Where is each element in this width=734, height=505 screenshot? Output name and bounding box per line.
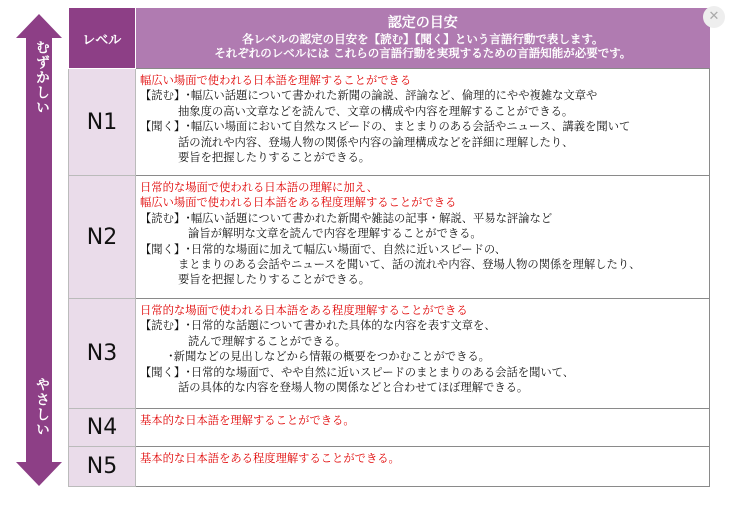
- description-line: 読んで理解することができる。: [188, 334, 347, 348]
- level-summary: 幅広い場面で使われる日本語を理解することができる: [140, 74, 412, 87]
- header-level-label: レベル: [69, 8, 136, 69]
- description-line: まとまりのある会話やニュースを聞いて、話の流れや内容、登場人物の関係を理解したり、: [178, 258, 641, 272]
- level-label-n4: N4: [69, 409, 136, 447]
- level-label-n3: N3: [69, 299, 136, 409]
- description-line: 話の流れや内容、登場人物の関係や内容の論理構成などを詳細に理解したり、: [178, 135, 574, 149]
- level-row-n3: [69, 299, 710, 409]
- level-description-n5: [136, 447, 710, 487]
- level-row-n4: [69, 409, 710, 447]
- level-summary: 日常的な場面で使われる日本語の理解に加え、: [140, 181, 378, 194]
- level-row-n2: [69, 176, 710, 299]
- close-button[interactable]: [703, 6, 725, 28]
- level-label-n5: N5: [69, 447, 136, 487]
- level-summary: 基本的な日本語を理解することができる。: [140, 414, 355, 427]
- description-line: 話の具体的な内容を登場人物の関係などと合わせてほぼ理解できる。: [178, 381, 529, 395]
- description-line: 要旨を把握したりすることができる。: [178, 151, 371, 165]
- level-summary: 幅広い場面で使われる日本語をある程度理解することができる: [140, 196, 457, 210]
- header-title: 認定の目安: [387, 15, 458, 31]
- description-line: 【読む】･幅広い話題について書かれた新聞の論説、評論など、倫理的にやや複雑な文章や: [140, 89, 598, 103]
- description-line: 要旨を把握したりすることができる。: [178, 273, 371, 287]
- level-summary: 日常的な場面で使われる日本語をある程度理解することができる: [140, 304, 468, 317]
- level-label-n2: N2: [69, 176, 136, 299]
- level-label-n1: N1: [69, 69, 136, 176]
- header-subtitle-1: 各レベルの認定の目安を【読む】【聞く】という言語行動で表します。: [242, 32, 604, 46]
- level-description-n2: [136, 176, 710, 299]
- level-row-n1: [69, 69, 710, 176]
- level-summary: 基本的な日本語をある程度理解することができる。: [140, 452, 400, 465]
- header-description: [136, 8, 710, 69]
- level-row-n5: [69, 447, 710, 487]
- arrow-label-difficult: むずかしい: [34, 40, 50, 115]
- description-line: ･新聞などの見出しなどから情報の概要をつかむことができる。: [168, 350, 490, 364]
- header-row: [69, 8, 710, 69]
- description-line: 抽象度の高い文章などを読んで、文章の構成や内容を理解することができる。: [178, 104, 574, 118]
- level-table: [68, 8, 710, 487]
- description-line: 【聞く】･日常的な場面に加えて幅広い場面で、自然に近いスピードの、: [140, 242, 507, 256]
- level-description-n3: [136, 299, 710, 409]
- description-line: 【読む】･幅広い話題について書かれた新聞や雑誌の記事・解説、平易な評論など: [140, 211, 553, 225]
- description-line: 【読む】･日常的な話題について書かれた具体的な内容を表す文章を、: [140, 319, 496, 333]
- description-line: 【聞く】･幅広い場面において自然なスピードの、まとまりのある会話やニュース、講義を聞いて: [140, 120, 631, 134]
- arrow-label-easy: やさしい: [34, 377, 50, 437]
- level-description-n4: [136, 409, 710, 447]
- close-icon: ✕: [708, 9, 720, 24]
- header-subtitle-2: それぞれのレベルには これらの言語行動を実現するための言語知能が必要です。: [214, 46, 632, 60]
- level-description-n1: [136, 69, 710, 176]
- description-line: 【聞く】･日常的な場面で、やや自然に近いスピードのまとまりのある会話を聞いて、: [140, 365, 575, 379]
- description-line: 論旨が解明な文章を読んで内容を理解することができる。: [188, 227, 482, 241]
